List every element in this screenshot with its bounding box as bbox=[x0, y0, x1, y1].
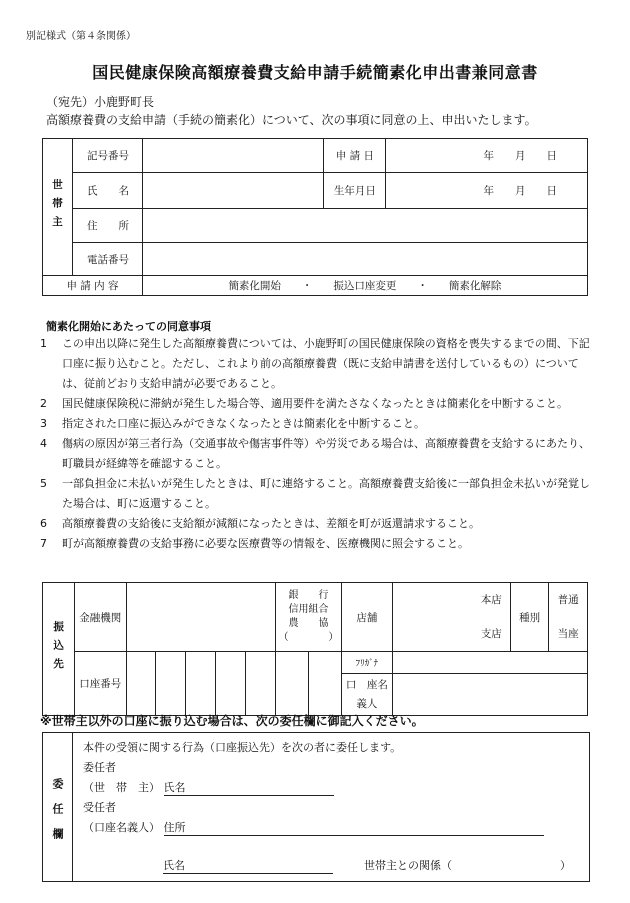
account-digit-5[interactable] bbox=[246, 652, 276, 716]
branch-label: 店舗 bbox=[341, 583, 392, 652]
consent-item-number: 2 bbox=[40, 397, 47, 410]
branch-field[interactable] bbox=[393, 583, 511, 652]
delegator-label: 委任者 bbox=[83, 761, 116, 774]
account-digit-7[interactable] bbox=[309, 652, 342, 716]
consent-item bbox=[40, 334, 600, 394]
relation-label: 世帯主との関係（ bbox=[364, 859, 452, 872]
type-other: （ ） bbox=[278, 632, 339, 643]
furigana-label: ﾌﾘｶﾞﾅ bbox=[341, 652, 392, 674]
page-title: 国民健康保険高額療養費支給申請手続簡素化申出書兼同意書 bbox=[92, 63, 538, 82]
consent-item-text: 高額療養費の支給後に支給額が減額になったときは、差額を町が返還請求すること。 bbox=[62, 517, 480, 530]
consent-item-number: 3 bbox=[40, 417, 47, 430]
apply-date-field[interactable]: 年 月 日 bbox=[386, 139, 588, 173]
symbol-number-field[interactable] bbox=[142, 139, 324, 173]
consent-item-text: 町が高額療養費の支給事務に必要な医療費等の情報を、医療機関に照会すること。 bbox=[62, 537, 469, 550]
furigana-field[interactable] bbox=[393, 652, 588, 674]
consent-item bbox=[40, 514, 600, 534]
delegate-label: 委任欄 bbox=[43, 733, 73, 881]
consent-item-text: 国民健康保険税に滞納が発生した場合等、適用要件を満たさなくなったときは簡素化を中断すること。 bbox=[62, 397, 568, 410]
delegator-name-field[interactable] bbox=[164, 779, 334, 796]
type-bank: 銀 行 bbox=[288, 590, 329, 601]
addressee: （宛先）小鹿野町長 bbox=[46, 95, 155, 109]
birth-date-label: 生年月日 bbox=[324, 173, 386, 209]
consent-item-text: 傷病の原因が第三者行為（交通事故や傷害事件等）や労災である場合は、高額療養費を支給するにあたり、町職員が経緯等を確認すること。 bbox=[62, 437, 590, 470]
name-label: 氏 名 bbox=[72, 173, 142, 209]
account-digit-3[interactable] bbox=[186, 652, 216, 716]
name-field[interactable] bbox=[142, 173, 324, 209]
form-code: 別記様式（第４条関係） bbox=[26, 31, 136, 42]
delegate-intro: 本件の受領に関する行為（口座振込先）を次の者に委任します。 bbox=[83, 741, 402, 754]
delegatee-label: 受任者 bbox=[83, 801, 116, 814]
type-credit-union: 信用組合 bbox=[288, 604, 329, 615]
applicant-table bbox=[42, 138, 588, 296]
account-holder-field[interactable] bbox=[393, 674, 588, 716]
consent-item-number: 5 bbox=[40, 477, 47, 490]
delegatee-name-label: 氏名 bbox=[163, 859, 185, 872]
consent-item bbox=[40, 414, 600, 434]
delegatee-address-label: 住所 bbox=[163, 821, 186, 834]
delegator-role: （世 帯 主） bbox=[83, 781, 160, 794]
institution-name-field[interactable] bbox=[126, 583, 276, 652]
delegate-note: ※世帯主以外の口座に振り込む場合は、次の委任欄に御記入ください。 bbox=[40, 714, 424, 728]
phone-label: 電話番号 bbox=[72, 243, 142, 276]
content-options[interactable]: 簡素化開始 ・ 振込口座変更 ・ 簡素化解除 bbox=[142, 276, 587, 296]
delegatee-address-field[interactable] bbox=[164, 819, 544, 836]
account-digit-6[interactable] bbox=[276, 652, 309, 716]
institution-label: 金融機関 bbox=[75, 583, 126, 652]
lead-text: 高額療養費の支給申請（手続の簡素化）について、次の事項に同意の上、申出いたします。 bbox=[46, 113, 537, 127]
toza-option: 当座 bbox=[557, 628, 579, 640]
relation-close: ） bbox=[560, 859, 571, 872]
delegator-name-label: 氏名 bbox=[163, 781, 186, 794]
delegatee-name-field[interactable] bbox=[163, 857, 333, 874]
consent-item-number: 1 bbox=[40, 337, 47, 350]
consent-heading: 簡素化開始にあたっての同意事項 bbox=[46, 320, 211, 333]
shiten-option: 支店 bbox=[480, 628, 502, 640]
kind-options[interactable] bbox=[549, 583, 588, 652]
delegate-box bbox=[42, 732, 590, 882]
apply-date-label: 申 請 日 bbox=[324, 139, 386, 173]
bank-table bbox=[42, 582, 588, 716]
type-agri-coop: 農 協 bbox=[288, 618, 329, 629]
account-digit-1[interactable] bbox=[126, 652, 156, 716]
account-holder-label: 口 座名義人 bbox=[341, 674, 392, 716]
householder-label: 世帯主 bbox=[43, 139, 73, 276]
consent-item bbox=[40, 394, 600, 414]
account-digit-2[interactable] bbox=[156, 652, 186, 716]
honten-option: 本店 bbox=[480, 594, 502, 606]
consent-list bbox=[40, 334, 600, 554]
consent-item-number: 6 bbox=[40, 517, 47, 530]
birth-date-field[interactable]: 年 月 日 bbox=[386, 173, 588, 209]
consent-item-text: 指定された口座に振込みができなくなったときは簡素化を中断すること。 bbox=[62, 417, 425, 430]
futsu-option: 普通 bbox=[557, 594, 579, 606]
consent-item bbox=[40, 474, 600, 514]
consent-item bbox=[40, 434, 600, 474]
address-field[interactable] bbox=[142, 209, 587, 243]
consent-item-number: 4 bbox=[40, 437, 47, 450]
institution-type-options[interactable] bbox=[276, 583, 341, 652]
consent-item-text: 一部負担金に未払いが発生したときは、町に連絡すること。高額療養費支給後に一部負担金未払いが発覚した場合は、町に返還すること。 bbox=[62, 477, 590, 510]
kind-label: 種別 bbox=[510, 583, 549, 652]
symbol-number-label: 記号番号 bbox=[72, 139, 142, 173]
content-label: 申 請 内 容 bbox=[43, 276, 143, 296]
consent-item-number: 7 bbox=[40, 537, 47, 550]
address-label: 住 所 bbox=[72, 209, 142, 243]
consent-item bbox=[40, 534, 600, 554]
consent-item-text: この申出以降に発生した高額療養費については、小鹿野町の国民健康保険の資格を喪失するまでの間、下記口座に振り込むこと。ただし、これより前の高額療養費（既に支給申請書を送付しているもの）については、従前どおり支給申請が必要であること。 bbox=[62, 337, 590, 390]
delegatee-role: （口座名義人） bbox=[83, 821, 160, 834]
account-digit-4[interactable] bbox=[216, 652, 246, 716]
transfer-to-label: 振込先 bbox=[43, 583, 75, 716]
phone-field[interactable] bbox=[142, 243, 587, 276]
account-number-label: 口座番号 bbox=[75, 652, 126, 716]
